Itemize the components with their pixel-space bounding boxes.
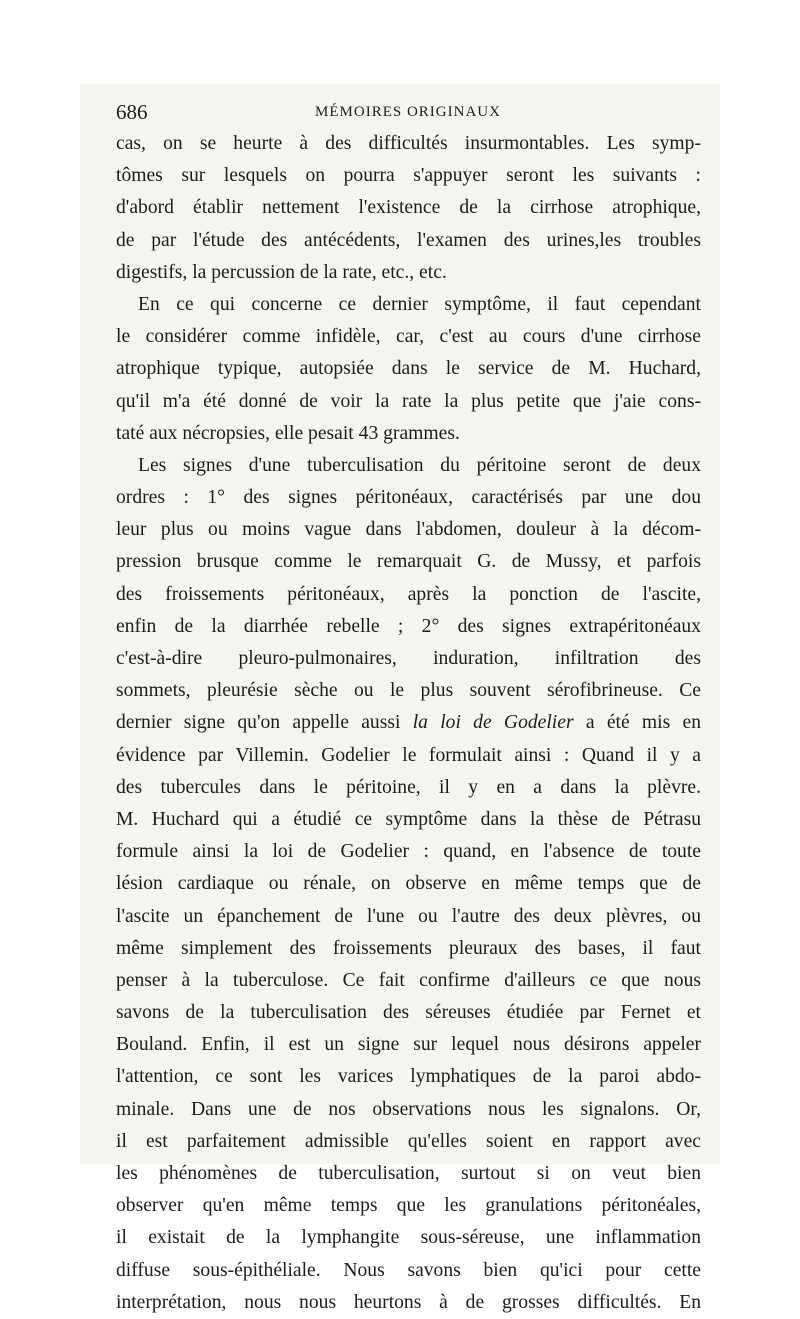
text-line: il est parfaitement admissible qu'elles soient en rapport avec bbox=[116, 1130, 701, 1152]
text-line: savons de la tuberculisation des séreuses étudiée par Fernet et bbox=[116, 1002, 701, 1024]
text-line: Bouland. Enfin, il est un signe sur lequel nous désirons appeler bbox=[116, 1034, 701, 1056]
text-line-mixed bbox=[116, 707, 701, 739]
text-line: enfin de la diarrhée rebelle ; 2° des signes extrapéritonéaux bbox=[116, 615, 701, 637]
text-line: atrophique typique, autopsiée dans le service de M. Huchard, bbox=[116, 358, 701, 380]
text-line: les phénomènes de tuberculisation, surtout si on veut bien bbox=[116, 1163, 701, 1184]
text-line: pression brusque comme le remarquait G. de Mussy, et parfois bbox=[116, 551, 701, 573]
text-line: minale. Dans une de nos observations nous les signalons. Or, bbox=[116, 1098, 701, 1120]
text-line: de par l'étude des antécédents, l'examen des urines,les troubles bbox=[116, 229, 701, 251]
text-line: tômes sur lesquels on pourra s'appuyer seront les suivants : bbox=[116, 165, 701, 187]
text-line: l'attention, ce sont les varices lymphatiques de la paroi abdo- bbox=[116, 1066, 701, 1088]
text-line: même simplement des froissements pleuraux des bases, il faut bbox=[116, 937, 701, 959]
text-line: M. Huchard qui a étudié ce symptôme dans la thèse de Pétrasu bbox=[116, 808, 701, 830]
text-line: penser à la tuberculose. Ce fait confirme d'ailleurs ce que nous bbox=[116, 969, 701, 991]
text-line: des froissements péritonéaux, après la ponction de l'ascite, bbox=[116, 583, 701, 605]
body-text bbox=[116, 128, 701, 1319]
page-header bbox=[116, 96, 700, 128]
text-line: l'ascite un épanchement de l'une ou l'autre des deux plèvres, ou bbox=[116, 905, 701, 927]
text-line: leur plus ou moins vague dans l'abdomen, douleur à la décom- bbox=[116, 519, 701, 541]
text-line: Les signes d'une tuberculisation du péritoine seront de deux bbox=[138, 454, 701, 476]
text-line: c'est-à-dire pleuro-pulmonaires, induration, infiltration des bbox=[116, 648, 701, 669]
text-line: taté aux nécropsies, elle pesait 43 grammes. bbox=[116, 422, 460, 444]
text-line: cas, on se heurte à des difficultés insurmontables. Les symp- bbox=[116, 133, 701, 154]
italic-law-name: la loi de Godelier bbox=[412, 712, 574, 734]
page-number: 686 bbox=[116, 100, 148, 124]
text-line: d'abord établir nettement l'existence de la cirrhose atrophique, bbox=[116, 197, 701, 219]
text-line: sommets, pleurésie sèche ou le plus souvent sérofibrineuse. Ce bbox=[116, 680, 701, 702]
text-segment: dernier signe qu'on appelle aussi bbox=[116, 712, 401, 734]
text-line: interprétation, nous nous heurtons à de grosses difficultés. En bbox=[116, 1291, 701, 1313]
text-line: lésion cardiaque ou rénale, on observe en même temps que de bbox=[116, 873, 701, 895]
text-line: il existait de la lymphangite sous-séreuse, une inflammation bbox=[116, 1227, 701, 1249]
text-line: diffuse sous-épithéliale. Nous savons bien qu'ici pour cette bbox=[116, 1259, 701, 1281]
text-segment: a été mis en bbox=[585, 712, 702, 734]
text-line: qu'il m'a été donné de voir la rate la plus petite que j'aie cons- bbox=[116, 390, 701, 412]
text-line: observer qu'en même temps que les granulations péritonéales, bbox=[116, 1195, 701, 1217]
text-line: évidence par Villemin. Godelier le formulait ainsi : Quand il y a bbox=[116, 744, 701, 766]
text-line: digestifs, la percussion de la rate, etc., etc. bbox=[116, 261, 447, 283]
text-line: des tubercules dans le péritoine, il y en a dans la plèvre. bbox=[116, 776, 701, 798]
text-line: le considérer comme infidèle, car, c'est au cours d'une cirrhose bbox=[116, 326, 701, 348]
running-title: MÉMOIRES ORIGINAUX bbox=[315, 104, 501, 120]
text-line: En ce qui concerne ce dernier symptôme, il faut cependant bbox=[138, 293, 701, 315]
text-line: formule ainsi la loi de Godelier : quand, en l'absence de toute bbox=[116, 841, 701, 863]
text-line: ordres : 1° des signes péritonéaux, caractérisés par une dou bbox=[116, 487, 701, 509]
